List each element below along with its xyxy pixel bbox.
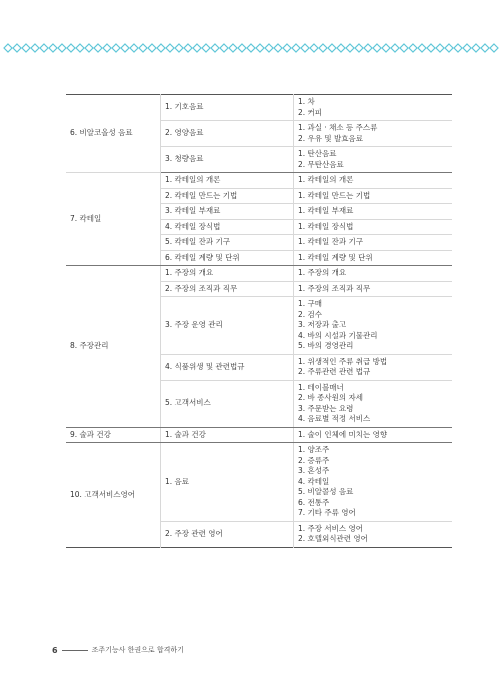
sub-cell: 2. 영양음료 <box>161 121 294 147</box>
diamond-ornament <box>121 44 129 52</box>
group-cell: 7. 칵테일 <box>66 173 161 266</box>
sub-cell: 1. 기호음료 <box>161 95 294 121</box>
diamond-ornament <box>175 44 183 52</box>
item-line: 3. 저장과 출고 <box>298 320 347 329</box>
items-cell <box>294 266 453 282</box>
sub-cell: 1. 음료 <box>161 443 294 522</box>
diamond-ornament <box>481 44 489 52</box>
sub-cell: 4. 칵테일 장식법 <box>161 219 294 235</box>
item-line: 6. 전통주 <box>298 497 330 507</box>
diamond-ornament <box>67 44 75 52</box>
item-line: 4. 바의 시설과 기물관리 <box>298 330 378 340</box>
diamond-ornament <box>166 44 174 52</box>
items-cell <box>294 173 453 189</box>
item-line: 1. 차 <box>298 97 315 106</box>
diamond-ornament <box>436 44 444 52</box>
sub-cell: 5. 칵테일 잔과 기구 <box>161 235 294 251</box>
diamond-ornament <box>202 44 210 52</box>
item-line: 4. 음료별 적정 서비스 <box>298 414 371 423</box>
diamond-ornament <box>238 44 246 52</box>
diamond-ornament <box>427 44 435 52</box>
diamond-ornament <box>31 44 39 52</box>
diamond-ornament <box>373 44 381 52</box>
diamond-ornament <box>76 44 84 52</box>
item-line: 2. 호텔외식관련 영어 <box>298 534 368 543</box>
diamond-ornament <box>364 44 372 52</box>
diamond-ornament <box>193 44 201 52</box>
diamond-ornament <box>328 44 336 52</box>
sub-cell: 6. 칵테일 계량 및 단위 <box>161 250 294 266</box>
diamond-ornament <box>220 44 228 52</box>
items-cell <box>294 354 453 380</box>
diamond-ornament <box>292 44 300 52</box>
diamond-ornament <box>139 44 147 52</box>
items-cell <box>294 204 453 220</box>
diamond-ornament <box>211 44 219 52</box>
diamond-ornament <box>274 44 282 52</box>
diamond-ornament <box>400 44 408 52</box>
diamond-ornament <box>490 44 498 52</box>
diamond-ornament <box>346 44 354 52</box>
diamond-ornament <box>4 44 12 52</box>
sub-cell: 5. 고객서비스 <box>161 380 294 427</box>
diamond-ornament <box>391 44 399 52</box>
sub-cell: 4. 식품위생 및 관련법규 <box>161 354 294 380</box>
item-line: 1. 칵테일 만드는 기법 <box>298 190 371 200</box>
item-line: 1. 주장의 개요 <box>298 268 347 277</box>
item-line: 3. 혼성주 <box>298 466 330 475</box>
item-line: 1. 구매 <box>298 299 323 308</box>
diamond-ornament <box>94 44 102 52</box>
item-line: 1. 칵테일의 개론 <box>298 175 354 184</box>
items-cell <box>294 443 453 522</box>
item-line: 1. 칵테일 잔과 기구 <box>298 237 364 246</box>
group-cell: 10. 고객서비스영어 <box>66 443 161 548</box>
book-title: 조주기능사 한권으로 합격하기 <box>91 646 184 654</box>
items-cell <box>294 297 453 355</box>
items-cell <box>294 380 453 427</box>
table-row <box>66 95 452 121</box>
items-cell <box>294 147 453 173</box>
diamond-ornament <box>445 44 453 52</box>
diamond-ornament <box>355 44 363 52</box>
diamond-ornament <box>103 44 111 52</box>
diamond-ornament <box>454 44 462 52</box>
diamond-ornament <box>256 44 264 52</box>
table-row <box>66 173 452 189</box>
item-line: 2. 검수 <box>298 309 323 319</box>
item-line: 1. 칵테일 부재료 <box>298 206 354 215</box>
sub-cell: 1. 주장의 개요 <box>161 266 294 282</box>
diamond-ornament <box>49 44 57 52</box>
page-number: 6 <box>52 645 58 655</box>
diamond-ornament <box>229 44 237 52</box>
diamond-ornament <box>40 44 48 52</box>
diamond-ornament <box>130 44 138 52</box>
diamond-ornament <box>283 44 291 52</box>
diamond-ornament <box>409 44 417 52</box>
item-line: 4. 칵테일 <box>298 476 330 486</box>
diamond-ornament <box>58 44 66 52</box>
table-row <box>66 427 452 443</box>
item-line: 1. 테이블매너 <box>298 382 344 392</box>
group-cell: 9. 술과 건강 <box>66 427 161 443</box>
items-cell <box>294 521 453 547</box>
item-line: 1. 술이 인체에 미치는 영향 <box>298 429 388 439</box>
items-cell <box>294 281 453 297</box>
diamond-ornament <box>157 44 165 52</box>
syllabus-table <box>66 94 452 548</box>
item-line: 2. 주류관련 관련 법규 <box>298 367 371 376</box>
diamond-ornament <box>112 44 120 52</box>
diamond-ornament <box>418 44 426 52</box>
diamond-ornament <box>85 44 93 52</box>
item-line: 2. 바 종사원의 자세 <box>298 393 364 402</box>
sub-cell: 3. 주장 운영 관리 <box>161 297 294 355</box>
item-line: 2. 우유 및 발효음료 <box>298 133 364 143</box>
decorative-border <box>0 40 500 56</box>
items-cell <box>294 121 453 147</box>
sub-cell: 3. 청량음료 <box>161 147 294 173</box>
items-cell <box>294 427 453 443</box>
item-line: 1. 주장 서비스 영어 <box>298 523 364 533</box>
sub-cell: 1. 술과 건강 <box>161 427 294 443</box>
diamond-ornament <box>22 44 30 52</box>
diamond-ornament <box>319 44 327 52</box>
diamond-ornament <box>265 44 273 52</box>
item-line: 1. 탄산음료 <box>298 149 337 158</box>
diamond-ornament <box>148 44 156 52</box>
diamond-ornament <box>463 44 471 52</box>
item-line: 1. 과실 · 채소 등 주스류 <box>298 123 378 132</box>
diamond-ornament <box>13 44 21 52</box>
diamond-ornament <box>184 44 192 52</box>
item-line: 1. 양조주 <box>298 445 330 454</box>
items-cell <box>294 235 453 251</box>
item-line: 5. 비알콜성 음료 <box>298 487 354 496</box>
item-line: 1. 위생적인 주류 취급 방법 <box>298 356 388 366</box>
item-line: 3. 주문받는 요령 <box>298 403 354 413</box>
group-cell: 6. 비알코올성 음료 <box>66 95 161 173</box>
sub-cell: 2. 칵테일 만드는 기법 <box>161 188 294 204</box>
diamond-ornament <box>301 44 309 52</box>
item-line: 1. 칵테일 장식법 <box>298 221 354 231</box>
table-row <box>66 443 452 522</box>
sub-cell: 3. 칵테일 부재료 <box>161 204 294 220</box>
sub-cell: 2. 주장의 조직과 직무 <box>161 281 294 297</box>
diamond-ornament <box>247 44 255 52</box>
item-line: 2. 증류주 <box>298 455 330 465</box>
items-cell <box>294 188 453 204</box>
diamond-ornament <box>472 44 480 52</box>
item-line: 2. 커피 <box>298 107 323 117</box>
items-cell <box>294 219 453 235</box>
group-cell: 8. 주장관리 <box>66 266 161 428</box>
table-row <box>66 266 452 282</box>
items-cell <box>294 250 453 266</box>
sub-cell: 1. 칵테일의 개론 <box>161 173 294 189</box>
diamond-ornament <box>382 44 390 52</box>
diamond-ornament <box>337 44 345 52</box>
item-line: 1. 주장의 조직과 직무 <box>298 283 371 293</box>
item-line: 1. 칵테일 계량 및 단위 <box>298 252 373 262</box>
item-line: 2. 무탄산음료 <box>298 159 344 169</box>
footer-divider <box>62 650 88 651</box>
items-cell <box>294 95 453 121</box>
item-line: 7. 기타 주류 영어 <box>298 508 356 517</box>
sub-cell: 2. 주장 관련 영어 <box>161 521 294 547</box>
diamond-ornament <box>310 44 318 52</box>
item-line: 5. 바의 경영관리 <box>298 341 354 350</box>
page-footer <box>52 645 184 655</box>
